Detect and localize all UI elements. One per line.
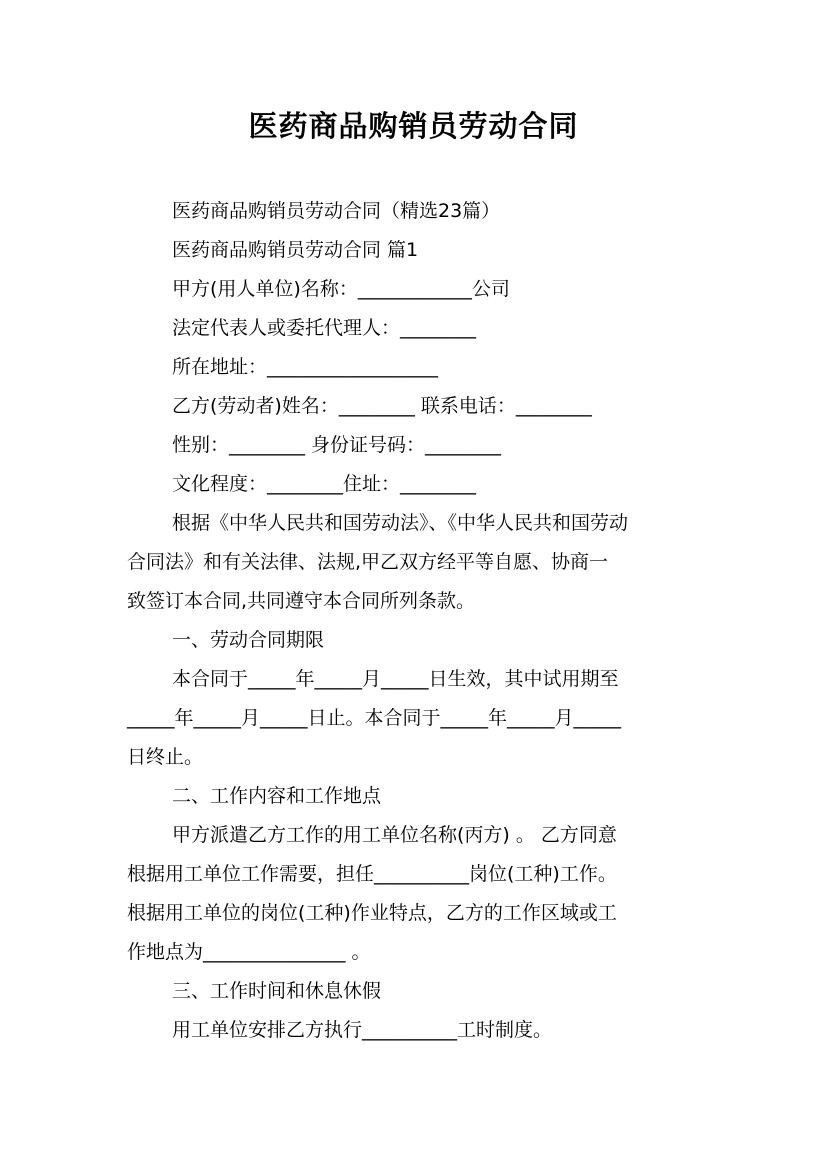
paragraph-line: _____年_____月_____日止。本合同于_____年_____月_____ [127,707,622,729]
section-heading: 一、劳动合同期限 [172,629,325,651]
paragraph-line: 合同法》和有关法律、法规,甲乙双方经平等自愿、协商一 [127,551,609,573]
paragraph-line: 致签订本合同,共同遵守本合同所列条款。 [127,590,476,612]
paragraph-line: 用工单位安排乙方执行__________工时制度。 [172,1019,553,1041]
address-line: 所在地址：__________________ [172,356,439,378]
gender-id-line: 性别：________ 身份证号码：________ [172,434,502,456]
party-a-name-line: 甲方(用人单位)名称：____________公司 [172,278,510,300]
section-heading: 二、工作内容和工作地点 [172,785,382,807]
paragraph-line: 日终止。 [127,746,204,768]
paragraph-line: 根据《中华人民共和国劳动法》、《中华人民共和国劳动 [172,512,629,534]
section-heading: 三、工作时间和休息休假 [172,980,382,1002]
legal-rep-line: 法定代表人或委托代理人：________ [172,317,477,339]
paragraph-line: 本合同于_____年_____月_____日生效，其中试用期至 [172,668,619,690]
doc-subtitle: 医药商品购销员劳动合同（精选23篇） [172,200,501,222]
paragraph-line: 根据用工单位的岗位(工种)作业特点，乙方的工作区域或工 [127,902,617,924]
paragraph-line: 甲方派遣乙方工作的用工单位名称(丙方) 。 乙方同意 [172,824,617,846]
party-b-name-line: 乙方(劳动者)姓名：________ 联系电话：________ [172,395,592,417]
education-address-line: 文化程度：________住址：________ [172,473,477,495]
paragraph-line: 根据用工单位工作需要，担任__________岗位(工种)工作。 [127,863,617,885]
document-title: 医药商品购销员劳动合同 [248,109,579,143]
paragraph-line: 作地点为_______________ 。 [127,941,371,963]
doc-section-heading: 医药商品购销员劳动合同 篇1 [172,239,419,261]
